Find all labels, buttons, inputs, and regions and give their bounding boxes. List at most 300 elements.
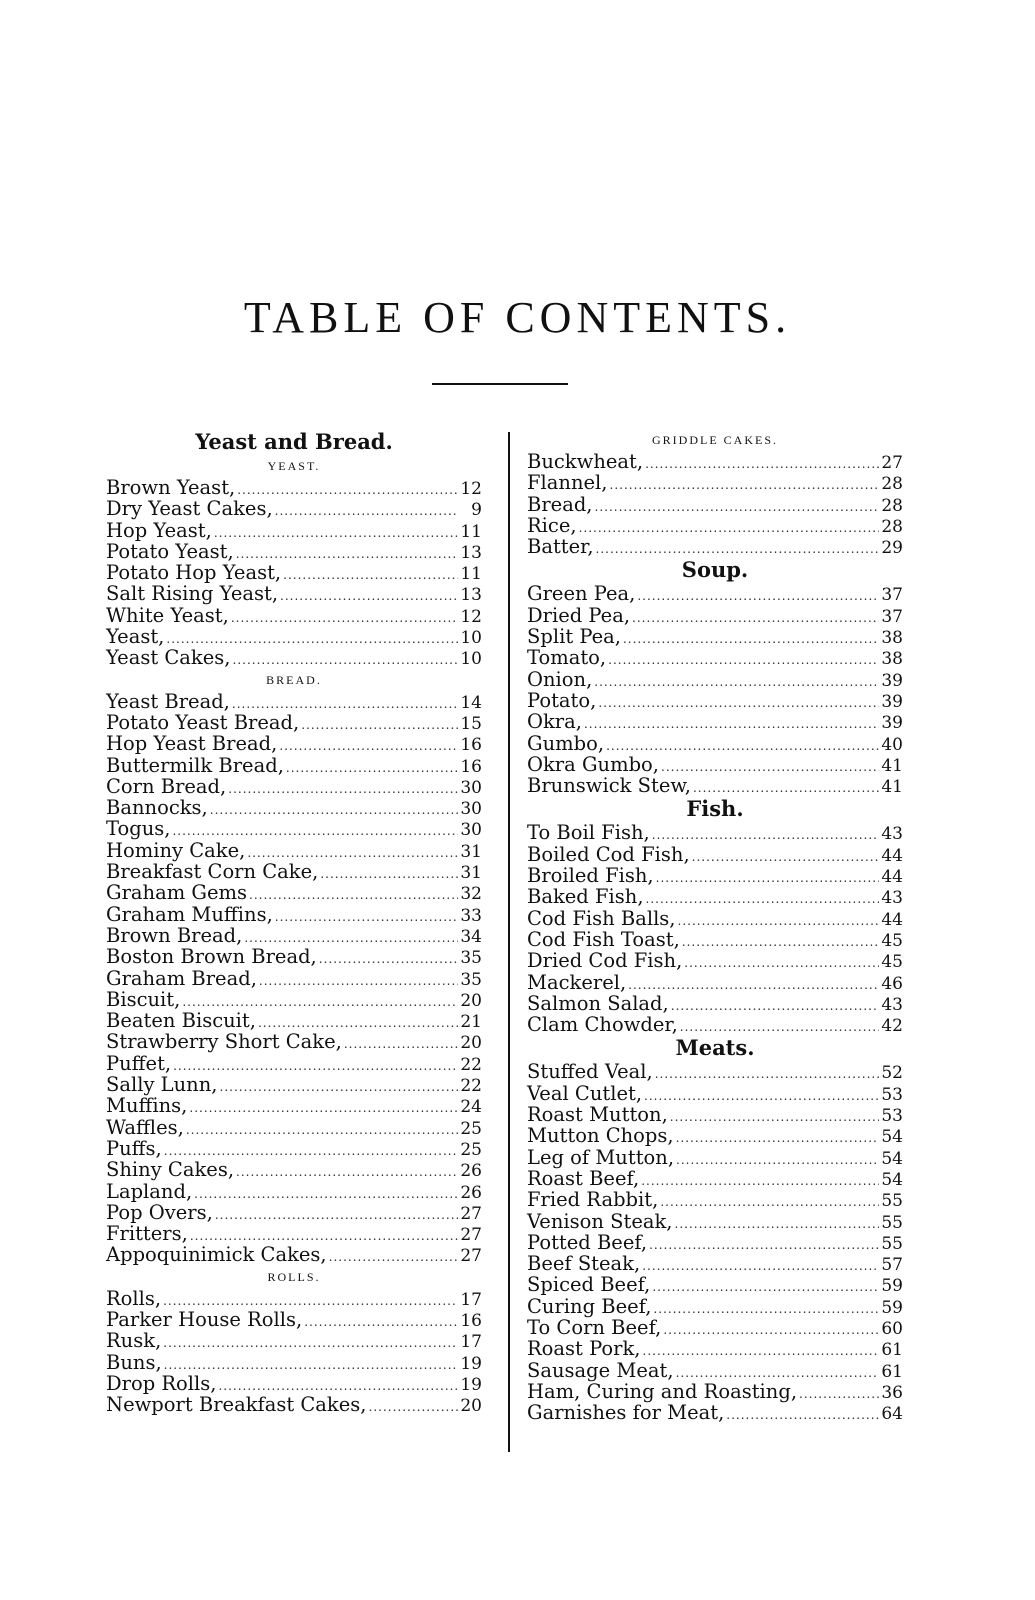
toc-entry xyxy=(527,626,903,647)
entry-title: Split Pea, xyxy=(527,625,621,649)
toc-entry xyxy=(106,1288,482,1309)
right-column xyxy=(527,429,903,1423)
dot-leader xyxy=(215,1205,458,1226)
toc-entry xyxy=(106,520,482,541)
entry-page-number: 54 xyxy=(881,1148,903,1169)
toc-entry xyxy=(527,1338,903,1359)
entry-page-number: 26 xyxy=(460,1182,482,1203)
entry-title: Salmon Salad, xyxy=(527,991,669,1015)
dot-leader xyxy=(214,523,458,544)
entry-title: Graham Bread, xyxy=(106,966,257,990)
entry-page-number: 14 xyxy=(460,692,482,713)
entry-title: Brown Yeast, xyxy=(106,476,236,499)
entry-page-number: 16 xyxy=(460,735,482,756)
toc-entry xyxy=(527,844,903,865)
dot-leader xyxy=(623,629,879,650)
toc-entry xyxy=(106,541,482,562)
toc-entry xyxy=(106,946,482,967)
entry-title: Clam Chowder, xyxy=(527,1013,678,1037)
entry-page-number: 43 xyxy=(881,824,903,845)
entry-title: Beef Steak, xyxy=(527,1252,641,1276)
entry-title: Flannel, xyxy=(527,471,608,495)
entry-title: Potted Beef, xyxy=(527,1230,648,1254)
toc-entry xyxy=(106,1095,482,1116)
section-heading: Fish. xyxy=(686,796,744,822)
dot-leader xyxy=(799,1384,879,1405)
section-subheading: GRIDDLE CAKES. xyxy=(652,433,778,447)
dot-leader xyxy=(641,1171,879,1192)
entry-title: Cod Fish Balls, xyxy=(527,906,676,930)
dot-leader xyxy=(643,1341,880,1362)
entry-page-number: 16 xyxy=(460,756,482,777)
toc-entry xyxy=(527,775,903,796)
dot-leader xyxy=(210,800,458,821)
entry-page-number: 55 xyxy=(881,1212,903,1233)
entry-title: Rolls, xyxy=(106,1286,162,1310)
dot-leader xyxy=(671,996,879,1017)
entry-page-number: 20 xyxy=(460,1033,482,1054)
entry-title: Potato Yeast, xyxy=(106,539,234,563)
dot-leader xyxy=(329,1247,458,1268)
dot-leader xyxy=(283,565,458,586)
dot-leader xyxy=(726,1405,879,1426)
entry-title: Mutton Chops, xyxy=(527,1124,674,1148)
entry-title: Boiled Cod Fish, xyxy=(527,842,690,866)
entry-page-number: 40 xyxy=(881,734,903,755)
entry-page-number: 13 xyxy=(460,585,482,606)
dot-leader xyxy=(236,1162,458,1183)
entry-page-number: 11 xyxy=(460,564,482,585)
toc-entry xyxy=(527,886,903,907)
entry-page-number: 22 xyxy=(460,1054,482,1075)
entry-title: Stuffed Veal, xyxy=(527,1060,653,1084)
toc-entry xyxy=(106,989,482,1010)
entry-page-number: 19 xyxy=(460,1353,482,1374)
toc-entry xyxy=(527,1317,903,1338)
toc-entry xyxy=(527,993,903,1014)
toc-entry xyxy=(527,1296,903,1317)
entry-title: Buns, xyxy=(106,1350,162,1374)
toc-entry xyxy=(527,1104,903,1125)
entry-page-number: 53 xyxy=(881,1106,903,1127)
entry-title: Roast Beef, xyxy=(527,1166,640,1190)
entry-page-number: 9 xyxy=(471,500,482,521)
entry-title: Yeast, xyxy=(106,625,165,649)
toc-entry xyxy=(527,1083,903,1104)
entry-page-number: 12 xyxy=(460,479,482,499)
entry-title: White Yeast, xyxy=(106,603,229,627)
left-column xyxy=(106,429,482,1415)
section-fish xyxy=(527,796,903,1035)
entry-title: Bread, xyxy=(527,492,593,516)
toc-entry xyxy=(527,1232,903,1253)
toc-entry xyxy=(106,1394,482,1415)
entry-title: To Boil Fish, xyxy=(527,821,650,845)
toc-entry xyxy=(106,818,482,839)
dot-leader xyxy=(579,518,879,539)
entry-page-number: 27 xyxy=(460,1203,482,1224)
toc-entry xyxy=(527,972,903,993)
entry-title: Newport Breakfast Cakes, xyxy=(106,1393,367,1417)
dot-leader xyxy=(594,672,879,693)
entry-title: Sally Lunn, xyxy=(106,1073,218,1097)
entry-title: Batter, xyxy=(527,535,594,559)
toc-entry xyxy=(527,690,903,711)
entry-page-number: 29 xyxy=(881,538,903,559)
toc-entry xyxy=(106,605,482,626)
entry-page-number: 22 xyxy=(460,1076,482,1097)
entry-page-number: 38 xyxy=(881,628,903,649)
entry-title: Yeast Cakes, xyxy=(106,646,231,670)
toc-entry xyxy=(527,1168,903,1189)
entry-page-number: 27 xyxy=(460,1246,482,1267)
entry-title: Roast Pork, xyxy=(527,1337,641,1361)
entry-page-number: 43 xyxy=(881,994,903,1015)
toc-entry xyxy=(106,1053,482,1074)
toc-entry xyxy=(106,882,482,903)
entry-page-number: 20 xyxy=(460,1396,482,1417)
dot-leader xyxy=(655,1064,879,1085)
toc-entry xyxy=(106,776,482,797)
toc-entry xyxy=(106,691,482,712)
entry-page-number: 57 xyxy=(881,1255,903,1276)
dot-leader xyxy=(692,847,879,868)
entry-title: Rusk, xyxy=(106,1329,162,1353)
entry-page-number: 13 xyxy=(460,542,482,563)
entry-page-number: 44 xyxy=(881,867,903,888)
dot-leader xyxy=(642,1256,879,1277)
entry-title: Muffins, xyxy=(106,1094,188,1118)
dot-leader xyxy=(656,868,879,889)
dot-leader xyxy=(595,497,880,518)
dot-leader xyxy=(652,1277,879,1298)
dot-leader xyxy=(678,911,879,932)
toc-entry xyxy=(106,733,482,754)
entry-title: Brown Bread, xyxy=(106,923,243,947)
entry-page-number: 42 xyxy=(881,1016,903,1037)
entry-page-number: 46 xyxy=(881,973,903,994)
entry-title: Veal Cutlet, xyxy=(527,1081,643,1105)
entry-title: Boston Brown Bread, xyxy=(106,945,317,969)
entry-title: Garnishes for Meat, xyxy=(527,1401,725,1425)
entry-title: Biscuit, xyxy=(106,987,181,1011)
entry-title: Buttermilk Bread, xyxy=(106,753,284,777)
entry-page-number: 44 xyxy=(881,909,903,930)
toc-entry xyxy=(106,1244,482,1265)
page-title: TABLE OF CONTENTS. xyxy=(243,293,792,342)
section-yeast xyxy=(106,455,482,669)
toc-entry xyxy=(106,1352,482,1373)
entry-page-number: 30 xyxy=(460,777,482,798)
entry-title: Pop Overs, xyxy=(106,1200,213,1224)
toc-entry xyxy=(106,1010,482,1031)
entry-title: Strawberry Short Cake, xyxy=(106,1030,342,1054)
entry-title: Bannocks, xyxy=(106,796,208,820)
dot-leader xyxy=(249,885,458,906)
entry-page-number: 60 xyxy=(881,1318,903,1339)
dot-leader xyxy=(189,1098,458,1119)
entry-title: Waffles, xyxy=(106,1115,184,1139)
column-divider xyxy=(508,432,510,1452)
dot-leader xyxy=(320,864,458,885)
entry-page-number: 25 xyxy=(460,1139,482,1160)
entry-page-number: 38 xyxy=(881,649,903,670)
dot-leader xyxy=(682,932,879,953)
toc-entry xyxy=(527,1360,903,1381)
entry-title: Drop Rolls, xyxy=(106,1371,217,1395)
entry-page-number: 61 xyxy=(881,1340,903,1361)
dot-leader xyxy=(675,1214,879,1235)
entry-title: Mackerel, xyxy=(527,970,627,994)
entry-title: Shiny Cakes, xyxy=(106,1158,235,1182)
entry-title: Lapland, xyxy=(106,1179,193,1203)
entry-page-number: 24 xyxy=(460,1097,482,1118)
dot-leader xyxy=(186,1120,458,1141)
toc-entry xyxy=(106,1330,482,1351)
toc-entry xyxy=(106,1223,482,1244)
toc-entry xyxy=(106,562,482,583)
toc-entry xyxy=(527,1211,903,1232)
entry-title: Brunswick Stew, xyxy=(527,774,691,798)
entry-page-number: 28 xyxy=(881,495,903,516)
entry-page-number: 41 xyxy=(881,777,903,798)
section-meats xyxy=(527,1035,903,1423)
entry-title: Salt Rising Yeast, xyxy=(106,582,279,606)
toc-entry xyxy=(527,822,903,843)
dot-leader xyxy=(632,608,879,629)
toc-entry xyxy=(106,755,482,776)
entry-page-number: 16 xyxy=(460,1310,482,1331)
dot-leader xyxy=(644,1086,879,1107)
entry-page-number: 10 xyxy=(460,628,482,649)
toc-entry xyxy=(527,647,903,668)
entry-page-number: 35 xyxy=(460,969,482,990)
dot-leader xyxy=(194,1184,458,1205)
dot-leader xyxy=(286,758,458,779)
entry-page-number: 27 xyxy=(460,1225,482,1246)
toc-entry xyxy=(106,498,482,519)
toc-entry xyxy=(527,1274,903,1295)
entry-title: Tomato, xyxy=(527,646,607,670)
dot-leader xyxy=(653,1299,879,1320)
toc-entry xyxy=(106,1074,482,1095)
entry-page-number: 33 xyxy=(460,905,482,926)
toc-entry xyxy=(106,1159,482,1180)
toc-entry xyxy=(106,1202,482,1223)
toc-entry xyxy=(527,1147,903,1168)
dot-leader xyxy=(344,1034,458,1055)
section-soup xyxy=(527,557,903,796)
entry-title: Hominy Cake, xyxy=(106,838,246,862)
entry-page-number: 20 xyxy=(460,990,482,1011)
section-heading: Soup. xyxy=(681,557,749,583)
toc-entry xyxy=(106,840,482,861)
toc-entry xyxy=(106,1031,482,1052)
entry-page-number: 45 xyxy=(881,952,903,973)
entry-page-number: 31 xyxy=(460,863,482,884)
dot-leader xyxy=(661,757,879,778)
entry-page-number: 10 xyxy=(460,649,482,670)
dot-leader xyxy=(584,714,879,735)
dot-leader xyxy=(608,650,879,671)
entry-page-number: 26 xyxy=(460,1161,482,1182)
dot-leader xyxy=(663,1320,879,1341)
section-bread xyxy=(106,669,482,1266)
toc-entry xyxy=(527,583,903,604)
section-heading-yeast-and-bread: Yeast and Bread. xyxy=(195,429,393,454)
toc-entry xyxy=(527,1402,903,1423)
entry-title: Broiled Fish, xyxy=(527,864,654,888)
title-rule xyxy=(432,383,568,385)
entry-page-number: 28 xyxy=(881,516,903,537)
toc-entry xyxy=(106,861,482,882)
section-heading: Meats. xyxy=(675,1035,755,1061)
entry-page-number: 61 xyxy=(881,1361,903,1382)
toc-entry xyxy=(527,733,903,754)
toc-entry xyxy=(527,1014,903,1035)
entry-page-number: 44 xyxy=(881,845,903,866)
section-griddle-cakes xyxy=(527,429,903,557)
toc-entry xyxy=(527,865,903,886)
toc-entry xyxy=(527,908,903,929)
entry-page-number: 34 xyxy=(460,926,482,947)
dot-leader xyxy=(649,1235,879,1256)
toc-entry xyxy=(106,626,482,647)
entry-title: Cod Fish Toast, xyxy=(527,927,680,951)
entry-title: Roast Mutton, xyxy=(527,1103,668,1127)
entry-page-number: 21 xyxy=(460,1012,482,1033)
toc-entry xyxy=(106,712,482,733)
entry-title: Baked Fish, xyxy=(527,885,644,909)
entry-page-number: 25 xyxy=(460,1118,482,1139)
dot-leader xyxy=(676,1128,879,1149)
entry-page-number: 30 xyxy=(460,799,482,820)
entry-page-number: 39 xyxy=(881,670,903,691)
section-rolls xyxy=(106,1266,482,1416)
entry-title: Appoquinimick Cakes, xyxy=(106,1243,327,1267)
entry-title: Graham Muffins, xyxy=(106,902,273,926)
entry-title: Rice, xyxy=(527,513,577,537)
entry-page-number: 12 xyxy=(460,606,482,627)
toc-entry xyxy=(106,797,482,818)
dot-leader xyxy=(676,1150,879,1171)
toc-entry xyxy=(527,950,903,971)
entry-page-number: 54 xyxy=(881,1127,903,1148)
entry-page-number: 43 xyxy=(881,888,903,909)
entry-page-number: 53 xyxy=(881,1084,903,1105)
entry-title: Hop Yeast Bread, xyxy=(106,732,278,756)
dot-leader xyxy=(610,475,880,496)
dot-leader xyxy=(163,1333,458,1354)
toc-entry xyxy=(527,472,903,493)
entry-title: Ham, Curing and Roasting, xyxy=(527,1379,798,1403)
section-subheading: BREAD. xyxy=(266,672,322,687)
entry-page-number: 54 xyxy=(881,1169,903,1190)
entry-page-number: 55 xyxy=(881,1191,903,1212)
entry-title: Breakfast Corn Cake, xyxy=(106,860,319,884)
dot-leader xyxy=(220,1077,459,1098)
section-subheading: ROLLS. xyxy=(267,1269,321,1284)
entry-page-number: 11 xyxy=(460,521,482,542)
toc-entry xyxy=(527,1381,903,1402)
toc-entry xyxy=(527,494,903,515)
toc-entry xyxy=(106,925,482,946)
entry-title: Potato, xyxy=(527,688,597,712)
entry-page-number: 17 xyxy=(460,1332,482,1353)
toc-entry xyxy=(527,1253,903,1274)
dot-leader xyxy=(279,736,458,757)
toc-entry xyxy=(106,1309,482,1330)
entry-page-number: 15 xyxy=(460,713,482,734)
dot-leader xyxy=(275,501,458,522)
entry-page-number: 35 xyxy=(460,948,482,969)
entry-title: Leg of Mutton, xyxy=(527,1145,675,1169)
dot-leader xyxy=(319,949,458,970)
dot-leader xyxy=(301,715,458,736)
entry-page-number: 45 xyxy=(881,930,903,951)
entry-title: Spiced Beef, xyxy=(527,1273,651,1297)
dot-leader xyxy=(304,1312,458,1333)
toc-entry xyxy=(106,968,482,989)
dot-leader xyxy=(369,1397,459,1418)
entry-title: Corn Bread, xyxy=(106,774,227,798)
entry-page-number: 28 xyxy=(881,474,903,495)
dot-leader xyxy=(231,608,458,629)
entry-title: Graham Gems xyxy=(106,881,248,905)
dot-leader xyxy=(670,1107,879,1128)
entry-title: Fritters, xyxy=(106,1222,188,1246)
dot-leader xyxy=(646,889,879,910)
entry-page-number: 55 xyxy=(881,1233,903,1254)
toc-entry xyxy=(527,1061,903,1082)
dot-leader xyxy=(228,779,458,800)
entry-page-number: 31 xyxy=(460,841,482,862)
dot-leader xyxy=(280,586,458,607)
section-subheading: YEAST. xyxy=(267,459,321,473)
entry-title: Onion, xyxy=(527,667,593,691)
entry-page-number: 64 xyxy=(881,1404,903,1425)
toc-entry xyxy=(106,904,482,925)
entry-page-number: 37 xyxy=(881,606,903,627)
entry-title: Dried Pea, xyxy=(527,603,631,627)
dot-leader xyxy=(684,953,879,974)
entry-page-number: 36 xyxy=(881,1382,903,1403)
toc-entry xyxy=(106,1373,482,1394)
entry-page-number: 19 xyxy=(460,1374,482,1395)
entry-title: Fried Rabbit, xyxy=(527,1188,659,1212)
dot-leader xyxy=(259,971,458,992)
entry-title: Potato Yeast Bread, xyxy=(106,710,300,734)
entry-page-number: 41 xyxy=(881,755,903,776)
toc-entry xyxy=(527,711,903,732)
entry-title: Okra, xyxy=(527,710,582,734)
toc-entry xyxy=(527,605,903,626)
toc-entry xyxy=(527,451,903,472)
entry-page-number: 59 xyxy=(881,1297,903,1318)
toc-entry xyxy=(106,477,482,498)
entry-page-number: 37 xyxy=(881,585,903,606)
toc-entry xyxy=(106,583,482,604)
entry-title: Yeast Bread, xyxy=(106,689,230,713)
entry-page-number: 39 xyxy=(881,691,903,712)
entry-title: To Corn Beef, xyxy=(527,1315,662,1339)
entry-title: Green Pea, xyxy=(527,582,636,606)
dot-leader xyxy=(598,693,879,714)
toc-entry xyxy=(527,754,903,775)
dot-leader xyxy=(645,454,879,475)
dot-leader xyxy=(275,907,458,928)
entry-title: Puffs, xyxy=(106,1136,162,1160)
